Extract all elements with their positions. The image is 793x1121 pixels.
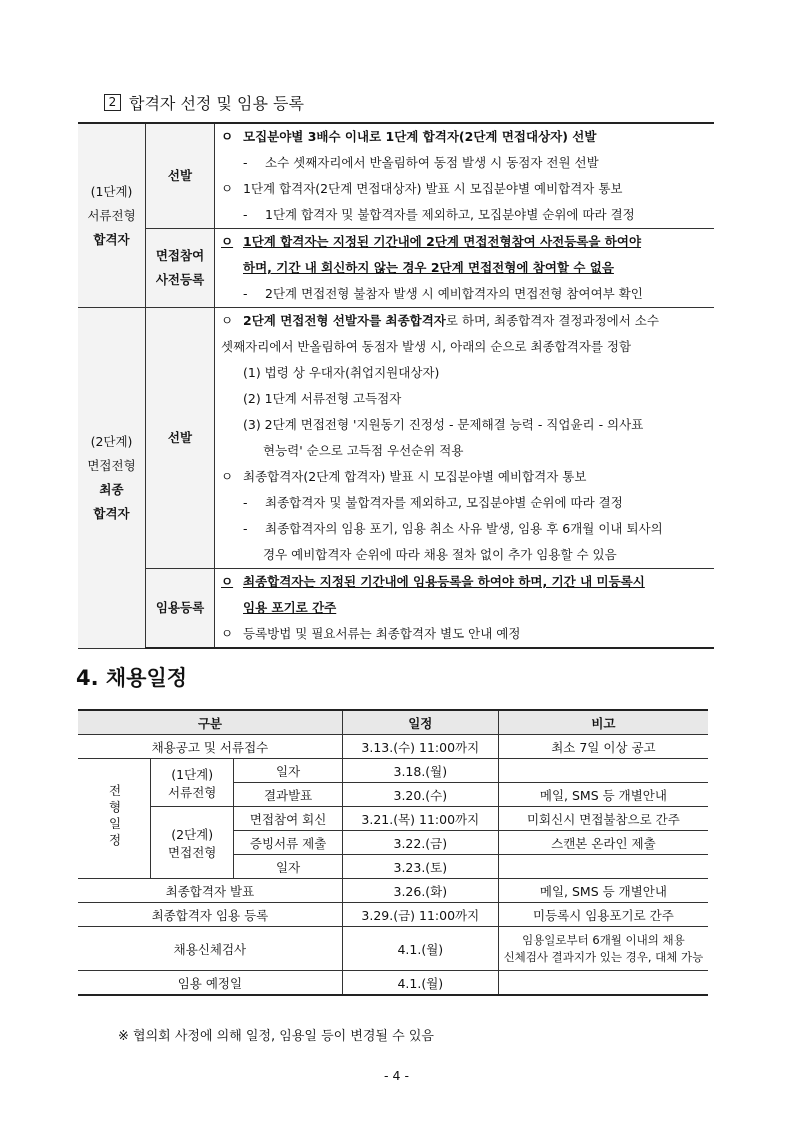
schedule-table: [78, 709, 708, 996]
table-row: 증빙서류 제출 3.22.(금) 스캔본 온라인 제출: [78, 831, 708, 855]
table-row: 임용 예정일 4.1.(월): [78, 971, 708, 996]
table-row: 채용신체검사 4.1.(월) 임용일로부터 6개월 이내의 채용 신체검사 결과지가 있는 경우, 대체 가능: [78, 927, 708, 971]
header-category: 구분: [78, 710, 342, 735]
stage1-group: (1단계) 서류전형: [151, 759, 234, 807]
table-row: [78, 123, 714, 229]
stage2-group: (2단계) 면접전형: [151, 807, 234, 879]
stage2-select-label: 선발: [146, 308, 215, 569]
table-header-row: [78, 710, 708, 735]
table-row: 최종합격자 발표 3.26.(화) 메일, SMS 등 개별안내: [78, 879, 708, 903]
schedule-heading: 4. 채용일정: [76, 666, 188, 690]
table-row: 일자 3.23.(토): [78, 855, 708, 879]
table-row: (2단계) 면접전형 면접참여 회신 3.21.(목) 11:00까지 미회신시 면접불참으로 간주: [78, 807, 708, 831]
group-label: 전형일정: [78, 759, 151, 879]
table-row: [78, 569, 714, 649]
stage2-label: (2단계) 면접전형 최종 합격자: [78, 308, 146, 649]
stage2-register-content: ㅇ 최종합격자는 지정된 기간내에 임용등록을 하여야 하며, 기간 내 미등록시 임용 포기로 간주 ㅇ 등록방법 및 필요서류는 최종합격자 별도 안내 예정: [215, 569, 715, 649]
header-note: 비고: [498, 710, 708, 735]
table-row: [78, 308, 714, 569]
section-heading: [104, 91, 304, 114]
table-row: 최종합격자 임용 등록 3.29.(금) 11:00까지 미등록시 임용포기로 간주: [78, 903, 708, 927]
stage1-select-label: 선발: [146, 123, 215, 229]
table-row: 결과발표 3.20.(수) 메일, SMS 등 개별안내: [78, 783, 708, 807]
stage1-preregister-label: 면접참여 사전등록: [146, 229, 215, 308]
stage1-select-content: ㅇ 모집분야별 3배수 이내로 1단계 합격자(2단계 면접대상자) 선발 - 소수 셋째자리에서 반올림하여 동점 발생 시 동점자 전원 선발 ㅇ 1단계 합격자(2단계 면접대상자) 발표 시 모집분야별 예비합격자 통보 - 1단계 합격자 및 불합격자를 제외하고, 모집분야별 순위에 따라 결정: [215, 123, 715, 229]
header-date: 일정: [342, 710, 498, 735]
stage2-select-content: ㅇ 2단계 면접전형 선발자를 최종합격자로 하며, 최종합격자 결정과정에서 소수 셋째자리에서 반올림하여 동점자 발생 시, 아래의 순으로 최종합격자를 정함 (1) 법령 상 우대자(취업지원대상자) (2) 1단계 서류전형 고득점자 (3) 2단계 면접전형 '지원동기 진정성 - 문제해결 능력 - 직업윤리 - 의사표 현능력' 순으로 고득점 우선순위 적용 ㅇ 최종합격자(2단계 합격자) 발표 시 모집분야별 예비합격자 통보 - 최종합격자 및 불합격자를 제외하고, 모집분야별 순위에 따라 결정 - 최종합격자의 임용 포기, 임용 취소 사유 발생, 임용 후 6개월 이내 퇴사의 경우 예비합격자 순위에 따라 채용 절차 없이 추가 임용할 수 있음: [215, 308, 715, 569]
stage1-label: (1단계) 서류전형 합격자: [78, 123, 146, 308]
selection-table: [78, 122, 714, 649]
page-number: - 4 -: [384, 1068, 409, 1083]
section-title: 합격자 선정 및 임용 등록: [129, 94, 304, 113]
footnote: ※ 협의회 사정에 의해 일정, 임용일 등이 변경될 수 있음: [118, 1029, 434, 1044]
table-row: 채용공고 및 서류접수 3.13.(수) 11:00까지 최소 7일 이상 공고: [78, 735, 708, 759]
section-number-box: 2: [104, 94, 121, 111]
table-row: 전형일정 (1단계) 서류전형 일자 3.18.(월): [78, 759, 708, 783]
stage1-preregister-content: ㅇ 1단계 합격자는 지정된 기간내에 2단계 면접전형참여 사전등록을 하여야 하며, 기간 내 회신하지 않는 경우 2단계 면접전형에 참여할 수 없음 - 2단계 면접전형 불참자 발생 시 예비합격자의 면접전형 참여여부 확인: [215, 229, 715, 308]
table-row: [78, 229, 714, 308]
stage2-register-label: 임용등록: [146, 569, 215, 649]
